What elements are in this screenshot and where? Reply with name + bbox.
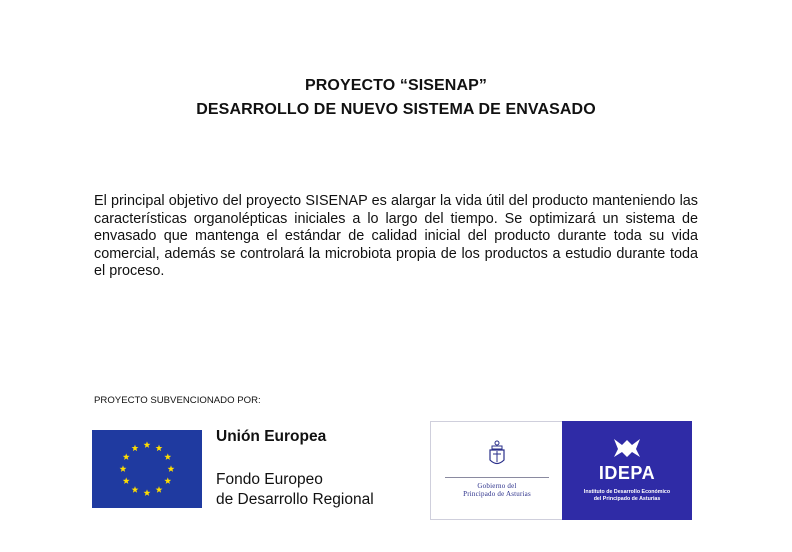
eu-star-icon	[164, 453, 171, 460]
idepa-logo	[562, 421, 692, 520]
divider	[445, 477, 549, 478]
eu-star-icon	[168, 465, 175, 472]
idepa-desc-line1: Instituto de Desarrollo Económico	[583, 489, 671, 495]
idepa-emblem-icon	[612, 437, 642, 459]
idepa-name: IDEPA	[598, 463, 656, 483]
funding-label: PROYECTO SUBVENCIONADO POR:	[94, 395, 261, 406]
asturias-government-logo	[430, 421, 562, 520]
eu-star-icon	[120, 465, 127, 472]
document-subtitle: DESARROLLO DE NUEVO SISTEMA DE ENVASADO	[196, 101, 596, 118]
project-description: El principal objetivo del proyecto SISENAP es alargar la vida útil del producto manteniendo las características organolépticas iniciales a lo largo del tiempo. Se optimizará un sistema de envasado que mantenga el estándar de calidad inicial del producto durante toda su vida comercial, además se controlará la microbiota propia de los productos a estudio durante toda el proceso.	[94, 193, 698, 280]
eu-star-icon	[164, 477, 171, 484]
eu-star-icon	[144, 441, 151, 448]
eu-fund-line2: de Desarrollo Regional	[216, 491, 374, 508]
asturias-crest-icon	[487, 440, 507, 468]
document-title: PROYECTO “SISENAP”	[305, 77, 487, 94]
asturias-line2: Principado de Asturias	[463, 490, 531, 498]
eu-name: Unión Europea	[216, 428, 327, 445]
eu-fund-line1: Fondo Europeo	[216, 471, 323, 488]
idepa-desc-line2: del Principado de Asturias	[593, 496, 661, 502]
eu-star-icon	[156, 445, 163, 452]
asturias-line1: Gobierno del	[477, 482, 517, 490]
eu-star-icon	[123, 477, 130, 484]
eu-star-icon	[132, 486, 139, 493]
eu-star-icon	[123, 453, 130, 460]
eu-star-icon	[156, 486, 163, 493]
eu-star-icon	[132, 445, 139, 452]
eu-flag-icon	[92, 430, 202, 508]
eu-star-icon	[144, 489, 151, 496]
